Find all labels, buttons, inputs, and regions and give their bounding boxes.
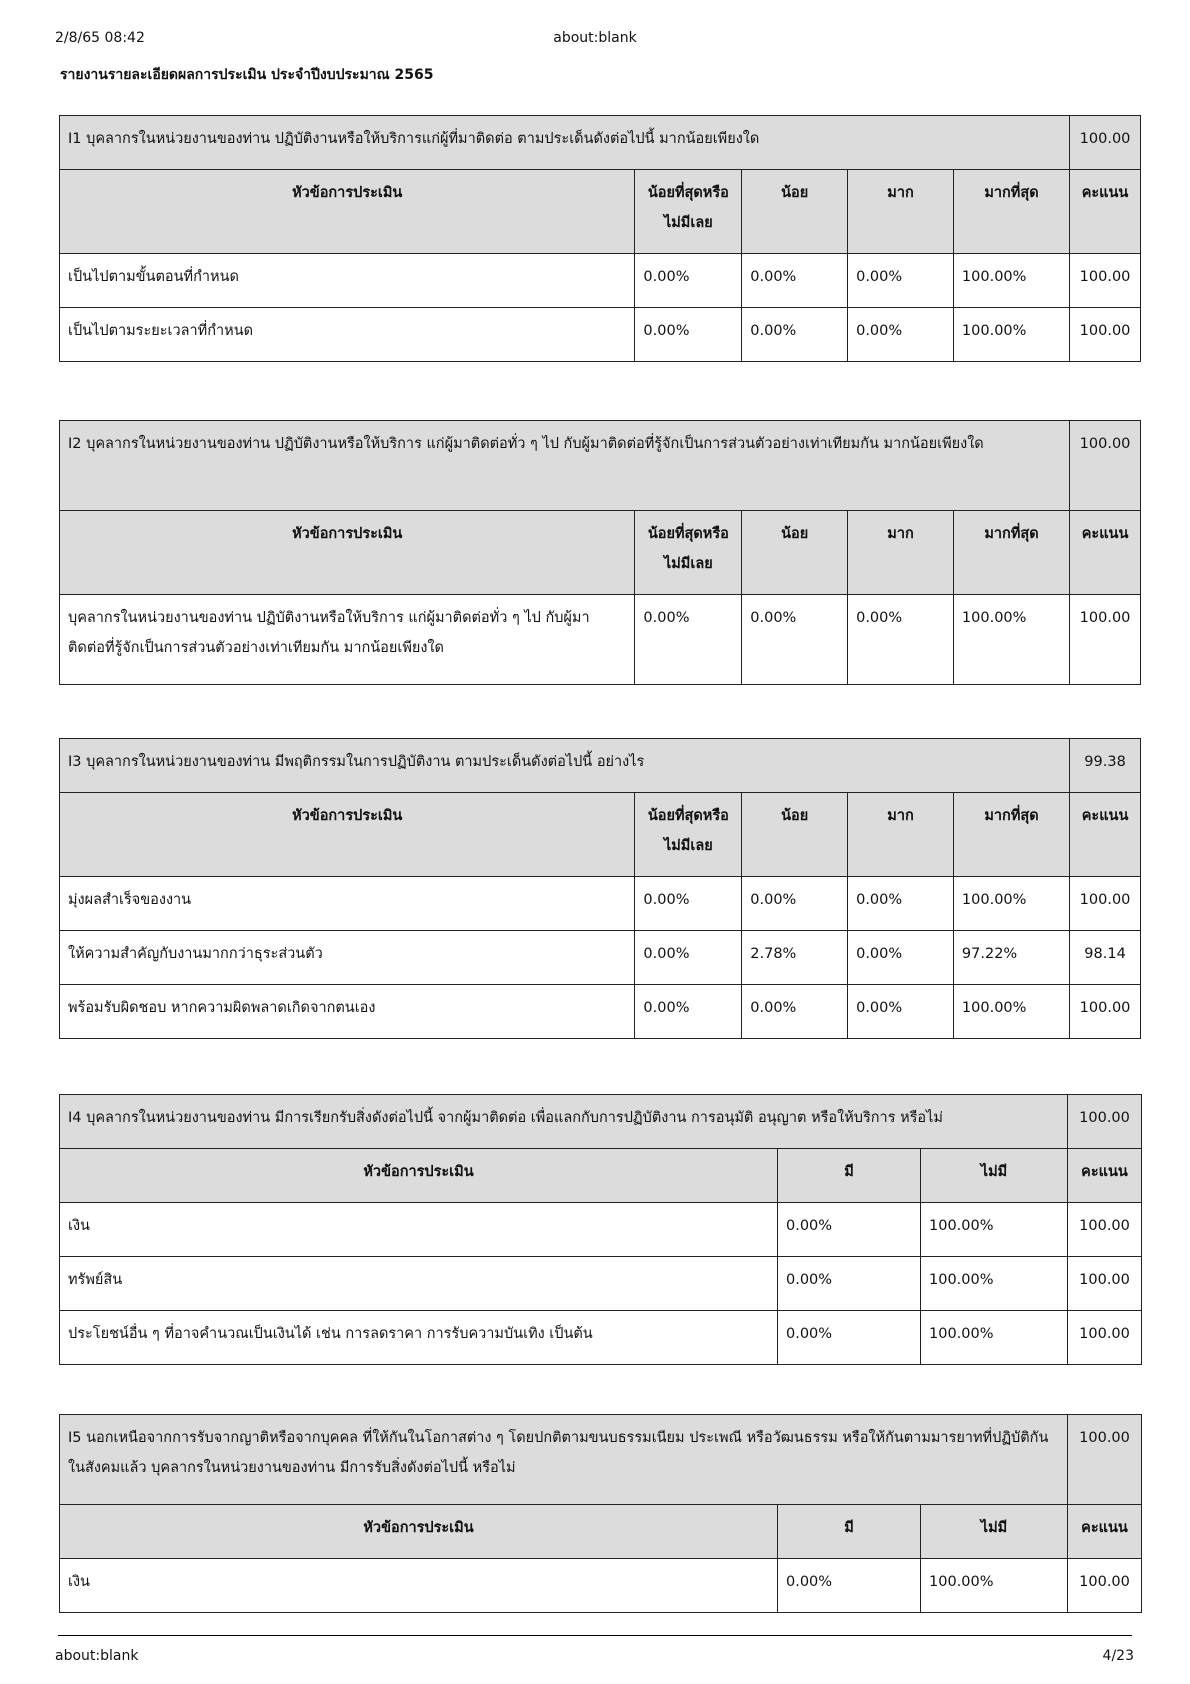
col-score: คะแนน [1070, 793, 1141, 877]
col-little: น้อย [742, 170, 848, 254]
table-row [60, 1559, 1142, 1613]
footer-divider [58, 1635, 1132, 1636]
footer-url: about:blank [55, 1648, 139, 1664]
value-much: 0.00% [848, 308, 954, 362]
table-row [60, 1203, 1142, 1257]
col-score: คะแนน [1068, 1505, 1142, 1559]
row-score: 100.00 [1070, 985, 1141, 1039]
col-no: ไม่มี [921, 1149, 1068, 1203]
value-little: 0.00% [742, 308, 848, 362]
table-row [60, 1257, 1142, 1311]
col-most: มากที่สุด [953, 511, 1069, 595]
section-i4 [59, 1094, 1142, 1365]
col-score: คะแนน [1068, 1149, 1142, 1203]
value-most: 100.00% [953, 254, 1069, 308]
section-i5 [59, 1414, 1142, 1613]
table-row [60, 254, 1141, 308]
table-row [60, 877, 1141, 931]
col-yes: มี [778, 1505, 921, 1559]
col-much: มาก [848, 793, 954, 877]
value-yes: 0.00% [778, 1203, 921, 1257]
value-most: 100.00% [953, 877, 1069, 931]
row-label: บุคลากรในหน่วยงานของท่าน ปฏิบัติงานหรือให้บริการ แก่ผู้มาติดต่อทั่ว ๆ ไป กับผู้มาติดต่อที่รู้จักเป็นการส่วนตัวอย่างเท่าเทียมกัน มากน้อยเพียงใด [60, 595, 635, 685]
column-header-row [60, 1149, 1142, 1203]
row-label: เงิน [60, 1203, 778, 1257]
value-little: 0.00% [742, 877, 848, 931]
col-score: คะแนน [1070, 170, 1141, 254]
value-little: 2.78% [742, 931, 848, 985]
value-least: 0.00% [635, 308, 742, 362]
row-score: 100.00 [1068, 1311, 1142, 1365]
row-score: 100.00 [1070, 595, 1141, 685]
question-row [60, 1415, 1142, 1505]
question-row [60, 116, 1141, 170]
value-much: 0.00% [848, 254, 954, 308]
page-title: รายงานรายละเอียดผลการประเมิน ประจำปีงบประมาณ 2565 [60, 67, 434, 83]
section-i2 [59, 420, 1141, 685]
col-little: น้อย [742, 793, 848, 877]
question-row [60, 739, 1141, 793]
value-least: 0.00% [635, 985, 742, 1039]
table-row [60, 931, 1141, 985]
col-much: มาก [848, 170, 954, 254]
col-no: ไม่มี [921, 1505, 1068, 1559]
row-score: 100.00 [1068, 1203, 1142, 1257]
column-header-row [60, 793, 1141, 877]
col-score: คะแนน [1070, 511, 1141, 595]
question-score: 100.00 [1070, 116, 1141, 170]
value-little: 0.00% [742, 595, 848, 685]
col-much: มาก [848, 511, 954, 595]
col-topic: หัวข้อการประเมิน [60, 793, 635, 877]
value-most: 100.00% [953, 595, 1069, 685]
value-no: 100.00% [921, 1257, 1068, 1311]
question-score: 100.00 [1070, 421, 1141, 511]
column-header-row [60, 511, 1141, 595]
section-i1 [59, 115, 1141, 362]
table-row [60, 595, 1141, 685]
question-score: 100.00 [1068, 1415, 1142, 1505]
table-row [60, 308, 1141, 362]
row-label: เป็นไปตามระยะเวลาที่กำหนด [60, 308, 635, 362]
col-most: มากที่สุด [953, 170, 1069, 254]
row-score: 100.00 [1070, 308, 1141, 362]
value-most: 100.00% [953, 985, 1069, 1039]
value-little: 0.00% [742, 254, 848, 308]
section-i3 [59, 738, 1141, 1039]
value-no: 100.00% [921, 1311, 1068, 1365]
value-much: 0.00% [848, 985, 954, 1039]
col-least: น้อยที่สุดหรือไม่มีเลย [635, 793, 742, 877]
value-no: 100.00% [921, 1203, 1068, 1257]
row-score: 100.00 [1070, 254, 1141, 308]
page-number: 4/23 [1102, 1648, 1134, 1664]
value-most: 97.22% [953, 931, 1069, 985]
question-text: I5 นอกเหนือจากการรับจากญาติหรือจากบุคคล ที่ให้กันในโอกาสต่าง ๆ โดยปกติตามขนบธรรมเนียม ประเพณี หรือวัฒนธรรม หรือให้กันตามมารยาทที่ปฏิบัติกันในสังคมแล้ว บุคลากรในหน่วยงานของท่าน มีการรับสิ่งดังต่อไปนี้ หรือไม่ [60, 1415, 1068, 1505]
value-least: 0.00% [635, 595, 742, 685]
row-label: เงิน [60, 1559, 778, 1613]
col-topic: หัวข้อการประเมิน [60, 1149, 778, 1203]
print-url: about:blank [553, 30, 637, 46]
question-text: I1 บุคลากรในหน่วยงานของท่าน ปฏิบัติงานหรือให้บริการแก่ผู้ที่มาติดต่อ ตามประเด็นดังต่อไปนี้ มากน้อยเพียงใด [60, 116, 1070, 170]
value-least: 0.00% [635, 877, 742, 931]
print-datetime: 2/8/65 08:42 [55, 30, 145, 46]
question-text: I3 บุคลากรในหน่วยงานของท่าน มีพฤติกรรมในการปฏิบัติงาน ตามประเด็นดังต่อไปนี้ อย่างไร [60, 739, 1070, 793]
value-much: 0.00% [848, 931, 954, 985]
value-little: 0.00% [742, 985, 848, 1039]
column-header-row [60, 1505, 1142, 1559]
value-much: 0.00% [848, 595, 954, 685]
table-row [60, 985, 1141, 1039]
col-little: น้อย [742, 511, 848, 595]
row-score: 100.00 [1070, 877, 1141, 931]
row-label: เป็นไปตามขั้นตอนที่กำหนด [60, 254, 635, 308]
value-least: 0.00% [635, 254, 742, 308]
question-score: 100.00 [1068, 1095, 1142, 1149]
col-least: น้อยที่สุดหรือไม่มีเลย [635, 170, 742, 254]
col-topic: หัวข้อการประเมิน [60, 511, 635, 595]
col-topic: หัวข้อการประเมิน [60, 170, 635, 254]
question-text: I4 บุคลากรในหน่วยงานของท่าน มีการเรียกรับสิ่งดังต่อไปนี้ จากผู้มาติดต่อ เพื่อแลกกับการปฏิบัติงาน การอนุมัติ อนุญาต หรือให้บริการ หรือไม่ [60, 1095, 1068, 1149]
value-yes: 0.00% [778, 1311, 921, 1365]
question-row [60, 421, 1141, 511]
table-row [60, 1311, 1142, 1365]
row-label: มุ่งผลสำเร็จของงาน [60, 877, 635, 931]
row-label: ให้ความสำคัญกับงานมากกว่าธุระส่วนตัว [60, 931, 635, 985]
value-most: 100.00% [953, 308, 1069, 362]
col-topic: หัวข้อการประเมิน [60, 1505, 778, 1559]
row-label: ประโยชน์อื่น ๆ ที่อาจคำนวณเป็นเงินได้ เช่น การลดราคา การรับความบันเทิง เป็นต้น [60, 1311, 778, 1365]
value-much: 0.00% [848, 877, 954, 931]
col-most: มากที่สุด [953, 793, 1069, 877]
row-label: ทรัพย์สิน [60, 1257, 778, 1311]
col-least: น้อยที่สุดหรือไม่มีเลย [635, 511, 742, 595]
question-row [60, 1095, 1142, 1149]
row-score: 100.00 [1068, 1257, 1142, 1311]
value-no: 100.00% [921, 1559, 1068, 1613]
question-score: 99.38 [1070, 739, 1141, 793]
question-text: I2 บุคลากรในหน่วยงานของท่าน ปฏิบัติงานหรือให้บริการ แก่ผู้มาติดต่อทั่ว ๆ ไป กับผู้มาติดต่อที่รู้จักเป็นการส่วนตัวอย่างเท่าเทียมกัน มากน้อยเพียงใด [60, 421, 1070, 511]
row-score: 98.14 [1070, 931, 1141, 985]
value-least: 0.00% [635, 931, 742, 985]
value-yes: 0.00% [778, 1559, 921, 1613]
value-yes: 0.00% [778, 1257, 921, 1311]
row-score: 100.00 [1068, 1559, 1142, 1613]
col-yes: มี [778, 1149, 921, 1203]
column-header-row [60, 170, 1141, 254]
row-label: พร้อมรับผิดชอบ หากความผิดพลาดเกิดจากตนเอง [60, 985, 635, 1039]
